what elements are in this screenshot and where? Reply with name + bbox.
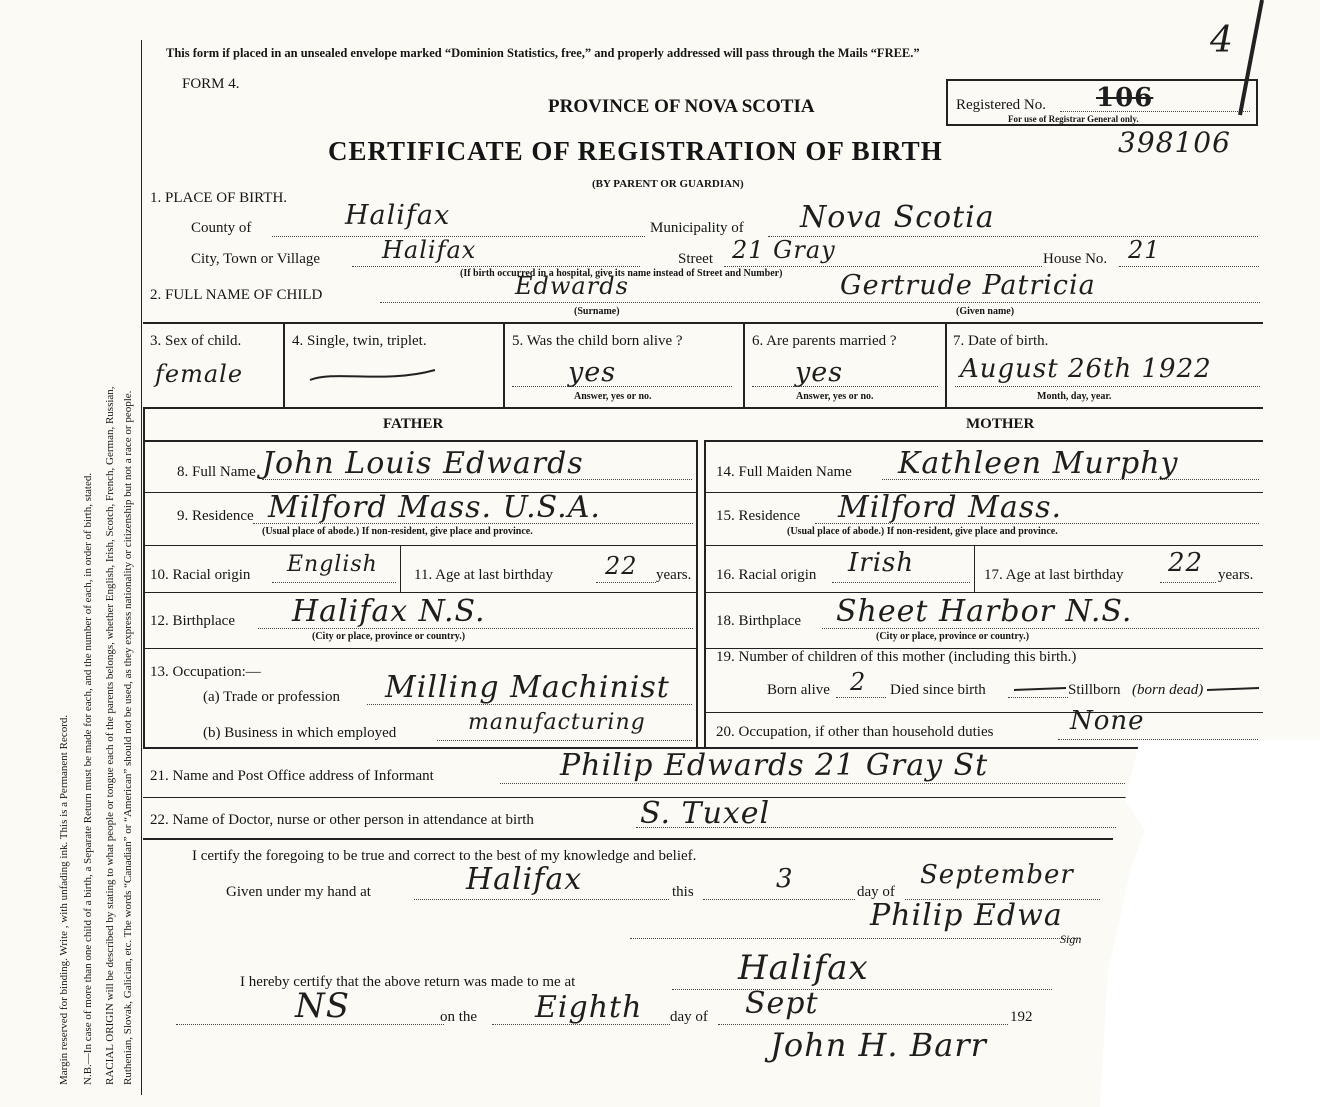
sex-label: 3. Sex of child. [150,333,242,349]
born-alive-note: Answer, yes or no. [574,391,652,402]
child-name-label: 2. FULL NAME OF CHILD [150,287,323,303]
mother-racial: Irish [848,548,915,578]
margin-note-nb: N.B.—In case of more than one child of a birth, a Separate Return must be made for each, and the number of each, in order of birth, stated. [82,472,94,1085]
mother-abode-note: (Usual place of abode.) If non-resident, give place and province. [787,526,1058,537]
doctor-value: S. Tuxel [640,796,771,831]
father-years: years. [656,567,692,583]
child-given-name: Gertrude Patricia [840,270,1096,301]
trade-value: Milling Machinist [385,670,670,705]
certificate-subtitle: (BY PARENT OR GUARDIAN) [592,178,744,190]
born-alive-count-label: Born alive [767,682,830,698]
informant-label: 21. Name and Post Office address of Informant [150,768,434,784]
given-month: September [920,860,1074,890]
father-birthplace-label: 12. Birthplace [150,613,235,629]
registered-label: Registered No. [956,97,1046,113]
signature-label: Sign [1060,932,1082,946]
father-residence-label: 9. Residence [177,508,254,524]
born-alive-label: 5. Was the child born alive ? [512,333,683,349]
margin-rule [141,40,142,1095]
given-day: 3 [776,864,794,894]
father-name: John Louis Edwards [262,446,584,481]
corner-mark: 4 [1210,20,1234,61]
day-of-label: day of [857,884,895,900]
born-alive-count: 2 [850,668,867,696]
informant-signature: Philip Edwa [870,898,1063,933]
mother-birthplace-label: 18. Birthplace [716,613,801,629]
mailing-notice: This form if placed in an unsealed envelope marked “Dominion Statistics, free,” and properly addressed will pass through the Mails “FREE.” [166,46,920,60]
child-surname: Edwards [515,272,629,300]
father-heading: FATHER [383,416,444,432]
place-of-birth-label: 1. PLACE OF BIRTH. [150,190,288,206]
doctor-label: 22. Name of Doctor, nurse or other person in attendance at birth [150,812,534,828]
surname-note: (Surname) [574,306,620,317]
certificate-title: CERTIFICATE OF REGISTRATION OF BIRTH [328,136,943,166]
father-birthplace-note: (City or place, province or country.) [312,631,466,642]
registration-province: NS [295,986,351,1026]
registered-box [946,79,1258,126]
corner-stroke-icon [1230,0,1270,120]
registrar-statement: I hereby certify that the above return was made to me at [240,974,576,990]
mother-birthplace-note: (City or place, province or country.) [876,631,1030,642]
given-under-hand-label: Given under my hand at [226,884,371,900]
dob-value: August 26th 1922 [960,354,1212,384]
married-note: Answer, yes or no. [796,391,874,402]
stillborn-dash-icon [1205,682,1261,696]
city-label: City, Town or Village [191,251,321,267]
mother-racial-label: 16. Racial origin [716,567,817,583]
stillborn-label: Stillborn [1068,682,1121,698]
registration-day-of-label: day of [670,1009,708,1025]
trade-label: (a) Trade or profession [203,689,341,705]
registered-value: 106 [1096,83,1154,113]
registrar-note: For use of Registrar General only. [1008,114,1139,124]
street-label: Street [678,251,713,267]
business-value: manufacturing [468,710,646,735]
children-count-label: 19. Number of children of this mother (including this birth.) [716,649,1077,665]
mother-occupation-label: 20. Occupation, if other than household duties [716,724,994,740]
father-residence: Milford Mass. U.S.A. [268,490,601,525]
margin-note-racial: RACIAL ORIGIN will be described by stating to what people or tongue each of the parents belongs, whether English, Irish, Scotch, French, German, Russian, [104,386,116,1085]
occupation-label: 13. Occupation:— [150,664,261,680]
margin-note-racial-2: Ruthenian, Slovak, Galician, etc. The words “Canadian” or “American” should not be used, as they express nationality or citizenship but not a race or people. [122,390,134,1085]
municipality-value: Nova Scotia [800,200,995,235]
father-racial-label: 10. Racial origin [150,567,251,583]
registration-month: Sept [745,986,819,1021]
informant-value: Philip Edwards 21 Gray St [560,748,989,783]
mother-occupation: None [1070,706,1145,736]
born-alive-value: yes [568,357,617,388]
married-label: 6. Are parents married ? [752,333,897,349]
registration-place: Halifax [738,948,869,988]
province-heading: PROVINCE OF NOVA SCOTIA [548,96,815,117]
mother-age-label: 17. Age at last birthday [984,567,1124,583]
street-value: 21 Gray [732,236,836,264]
dob-note: Month, day, year. [1037,391,1112,402]
father-abode-note: (Usual place of abode.) If non-resident, give place and province. [262,526,533,537]
handwritten-number: 398106 [1118,126,1231,159]
county-label: County of [191,220,252,236]
registrar-signature: John H. Barr [770,1026,987,1064]
dob-label: 7. Date of birth. [953,333,1049,349]
father-name-label: 8. Full Name [177,464,256,480]
certify-statement: I certify the foregoing to be true and correct to the best of my knowledge and belief. [192,848,697,864]
mother-name-label: 14. Full Maiden Name [716,464,852,480]
margin-note-binding: Margin reserved for binding. Write , with unfading ink. This is a Permanent Record. [58,714,70,1085]
city-value: Halifax [382,236,477,264]
mother-birthplace: Sheet Harbor N.S. [836,594,1133,629]
sex-value: female [155,360,244,388]
mother-years: years. [1218,567,1254,583]
house-label: House No. [1043,251,1108,267]
torn-corner-icon [1100,740,1320,1107]
this-label: this [672,884,694,900]
given-name-note: (Given name) [956,306,1015,317]
municipality-label: Municipality of [650,220,744,236]
house-value: 21 [1128,236,1161,264]
father-age-label: 11. Age at last birthday [414,567,553,583]
form-number: FORM 4. [182,76,240,92]
father-age: 22 [605,552,638,580]
mother-residence-label: 15. Residence [716,508,801,524]
died-dash-icon [1012,682,1068,696]
given-place: Halifax [466,862,583,897]
died-since-birth-label: Died since birth [890,682,986,698]
father-racial: English [287,552,378,577]
stillborn-note: (born dead) [1132,682,1204,698]
mother-heading: MOTHER [966,416,1035,432]
registration-day: Eighth [535,990,643,1025]
plurality-label: 4. Single, twin, triplet. [292,333,427,349]
registration-year-label: 192 [1010,1009,1033,1025]
mother-residence: Milford Mass. [838,490,1063,525]
mother-name: Kathleen Murphy [898,446,1179,481]
dash-mark-icon [305,362,445,388]
mother-age: 22 [1168,548,1204,578]
business-label: (b) Business in which employed [203,725,397,741]
on-the-label: on the [440,1009,478,1025]
father-birthplace: Halifax N.S. [292,594,486,629]
married-value: yes [795,357,844,388]
county-value: Halifax [345,200,451,231]
hospital-note: (If birth occurred in a hospital, give its name instead of Street and Number) [460,268,783,279]
